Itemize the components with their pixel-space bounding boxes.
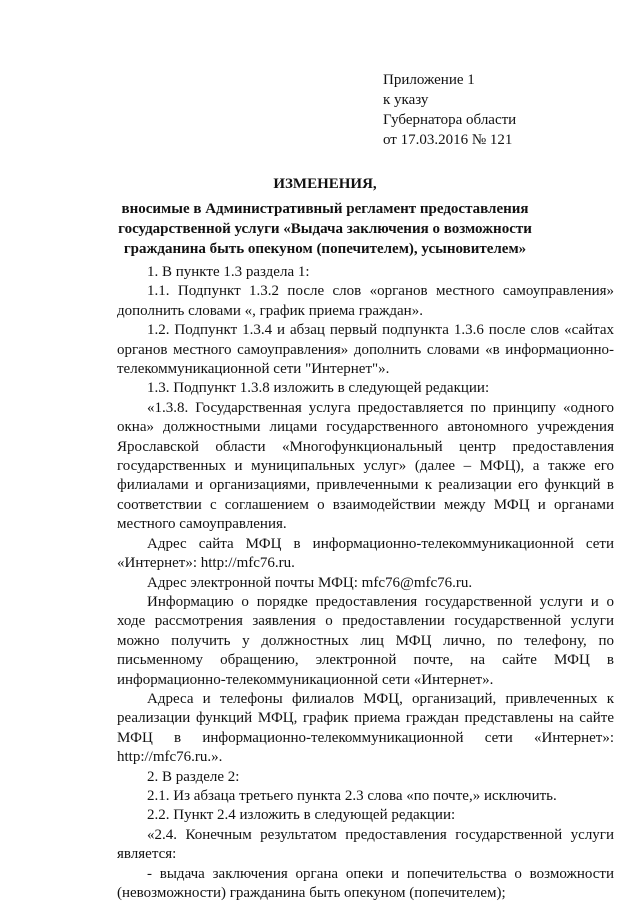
paragraph: Адреса и телефоны филиалов МФЦ, организаций, привлеченных к реализации функций МФЦ, график приема граждан представлены на сайте МФЦ в информационно-телекоммуникационной сети «Интернет»: http://mfc76.ru.». [117,690,614,766]
paragraph: «1.3.8. Государственная услуга предоставляется по принципу «одного окна» должностными лицами государственного автономного учреждения Ярославской области «Многофункциональный центр предоставления государственных и муниципальных услуг» (далее – МФЦ), а также его филиалами и организациями, привлеченными к реализации его функций в соответствии с соглашением о взаимодействии между МФЦ и органами местного самоуправления. [117,399,614,533]
appendix-line-2: к указу [383,92,429,108]
title-heading: ИЗМЕНЕНИЯ, [273,176,377,192]
title-line-3: гражданина быть опекуном (попечителем), усыновителем» [123,241,527,257]
paragraph: 1.1. Подпункт 1.3.2 после слов «органов местного самоуправления» дополнить словами «, график приема граждан». [117,283,614,319]
paragraph: 2.2. Пункт 2.4 изложить в следующей редакции: [147,807,456,824]
document-body [117,263,614,903]
title-line-1: вносимые в Административный регламент предоставления [121,201,529,217]
paragraph: Адрес электронной почты МФЦ: mfc76@mfc76.ru. [147,574,473,591]
appendix-line-3: Губернатора области [383,112,517,128]
paragraph: 2. В разделе 2: [147,768,240,785]
paragraph: 1.2. Подпункт 1.3.4 и абзац первый подпункта 1.3.6 после слов «сайтах органов местного самоуправления» дополнить словами «в информационно-телекоммуникационной сети "Интернет"». [117,322,614,378]
paragraph: 1.3. Подпункт 1.3.8 изложить в следующей редакции: [147,380,490,397]
paragraph: 2.1. Из абзаца третьего пункта 2.3 слова «по почте,» исключить. [147,787,557,804]
title-line-2: государственной услуги «Выдача заключения о возможности [118,221,532,237]
paragraph: «2.4. Конечным результатом предоставления государственной услуги является: [117,826,614,863]
paragraph: Информацию о порядке предоставления государственной услуги и о ходе рассмотрения заявления о предоставлении государственной услуги можно получить у должностных лиц МФЦ лично, по телефону, по письменному обращению, электронной почте, на сайте МФЦ в информационно-телекоммуникационной сети «Интернет». [117,593,614,688]
document-title [90,174,560,259]
paragraph: Адрес сайта МФЦ в информационно-телекоммуникационной сети «Интернет»: http://mfc76.ru. [117,535,614,572]
paragraph: 1. В пункте 1.3 раздела 1: [147,264,310,280]
paragraph: - выдача заключения органа опеки и попечительства о возможности (невозможности) гражданина быть опекуном (попечителем); [117,865,614,901]
appendix-line-4: от 17.03.2016 № 121 [383,132,513,148]
appendix-block [383,70,613,150]
appendix-line-1: Приложение 1 [383,72,475,88]
